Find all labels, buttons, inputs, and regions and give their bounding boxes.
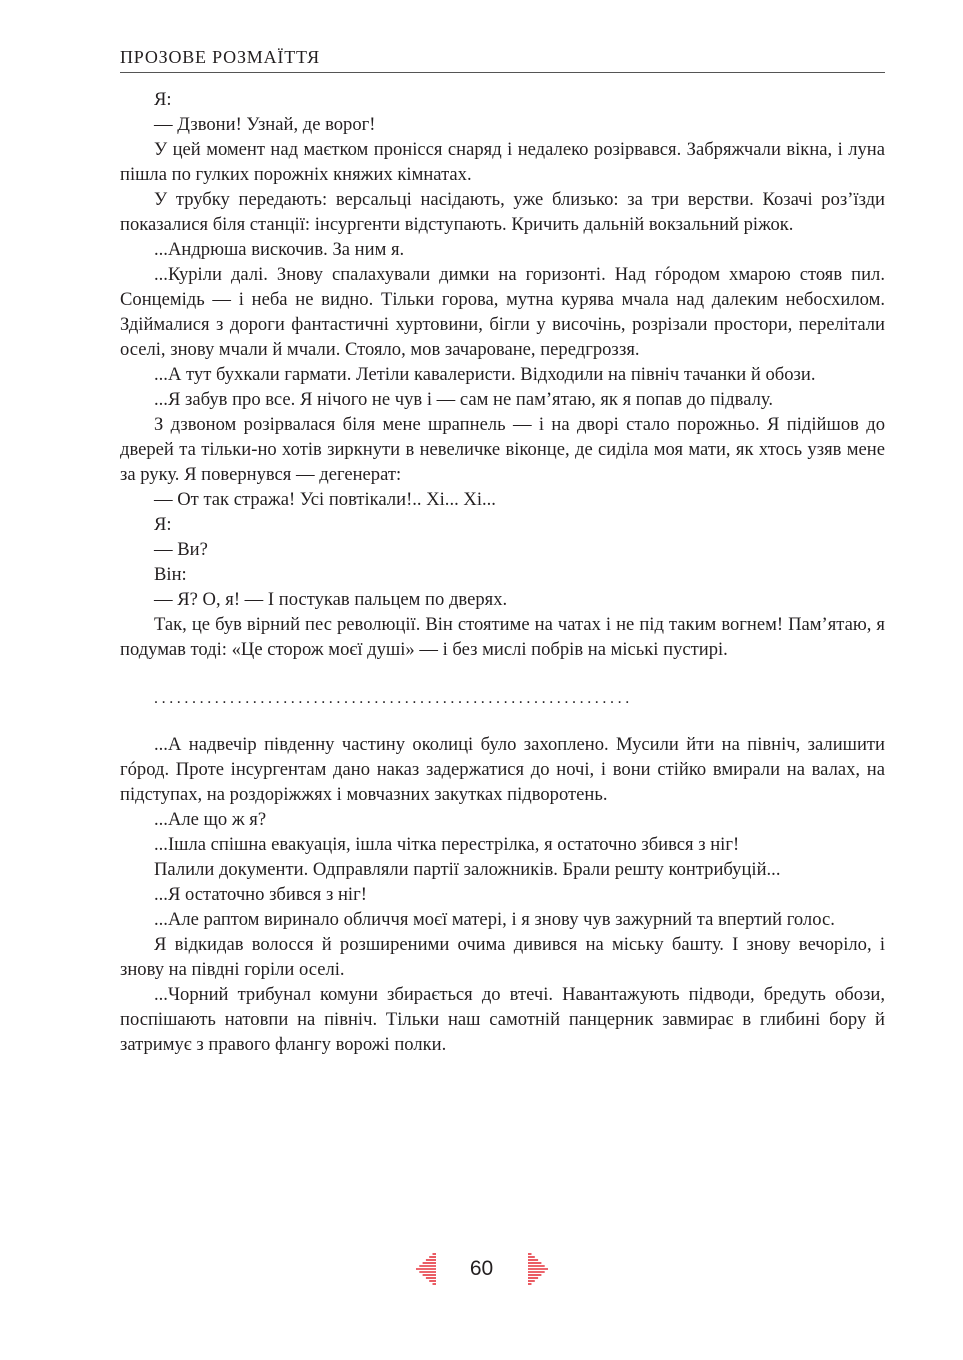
paragraph: ...Андрюша вискочив. За ним я. <box>154 239 405 260</box>
paragraph: — Я? О, я! — І постукав пальцем по дверях. <box>154 589 508 610</box>
paragraph: ...А надвечір південну частину околиці було захоплено. Мусили йти на північ, залишити гóрод. Проте інсургентам дано наказ задержатися до ночі, і вони стійко вмирали на валах, на підступах, на роздоріжжях і мовчазних закутках підворотень. <box>120 734 885 805</box>
paragraph: ...Але раптом виринало обличчя моєї матері, і я знову чув зажурний та впертий голос. <box>154 909 835 930</box>
paragraph: ...Але що ж я? <box>154 809 267 830</box>
running-head: ПРОЗОВЕ РОЗМАЇТТЯ <box>120 44 885 73</box>
paragraph: Палили документи. Одправляли партії заложників. Брали решту контрибуцій... <box>154 859 781 880</box>
section-separator: ............................................................... <box>154 690 633 707</box>
paragraph: Я: <box>154 89 172 110</box>
page-number: 60 <box>469 1257 494 1280</box>
body-text <box>120 87 885 1057</box>
paragraph: ...Ішла спішна евакуація, ішла чітка перестрілка, я остаточно збився з ніг! <box>154 834 740 855</box>
striped-arrow-left-icon <box>415 1252 437 1286</box>
paragraph: ...Я остаточно збився з ніг! <box>154 884 367 905</box>
paragraph: Він: <box>154 564 187 585</box>
paragraph: — Дзвони! Узнай, де ворог! <box>154 114 376 135</box>
paragraph: — Ви? <box>154 539 208 560</box>
paragraph: ...Куріли далі. Знову спалахували димки на горизонті. Над гóродом хмарою стояв пил. Сонцемідь — і неба не видно. Тільки горова, мутна курява мчала над далеким небосхилом. Здіймалися з дороги фантастичні хуртовини, бігли у височінь, розрізали простори, перелітали оселі, знову мчали й мчали. Стояло, мов зачароване, передгроззя. <box>120 264 885 360</box>
paragraph: У трубку передають: версальці насідають, уже близько: за три верстви. Козачі роз’їзди показалися біля станції: інсургенти відступають. Кричить дальній вокзальний ріжок. <box>120 189 885 235</box>
paragraph: ...А тут бухкали гармати. Летіли кавалеристи. Відходили на північ тачанки й обози. <box>154 364 816 385</box>
paragraph: ...Чорний трибунал комуни збирається до втечі. Навантажують підводи, бредуть обози, поспішають натовпи на північ. Тільки наш самотній панцерник завмирає в глибині бору й затримує з правого флангу ворожі полки. <box>120 984 885 1055</box>
paragraph: У цей момент над маєтком пронісся снаряд і недалеко розірвався. Забряжчали вікна, і луна пішла по гулких порожніх княжих кімнатах. <box>120 139 885 185</box>
paragraph: Так, це був вірний пес революції. Він стоятиме на чатах і не під таким вогнем! Пам’ятаю, я подумав тоді: «Це сторож моєї душі» — і без мислі побрів на міські пустирі. <box>120 614 885 660</box>
page-footer <box>0 1252 963 1286</box>
paragraph: — От так стража! Усі повтікали!.. Хі... Хі... <box>154 489 496 510</box>
paragraph: Я відкидав волосся й розширеними очима дивився на міську башту. І знову вечоріло, і знову на півдні горіли оселі. <box>120 934 885 980</box>
paragraph: Я: <box>154 514 172 535</box>
striped-arrow-right-icon <box>527 1252 549 1286</box>
paragraph: ...Я забув про все. Я нічого не чув і — сам не пам’ятаю, як я попав до підвалу. <box>154 389 773 410</box>
paragraph: З дзвоном розірвалася біля мене шрапнель — і на дворі стало порожньо. Я підійшов до дверей та тільки-но хотів зиркнути в невеличке віконце, де сиділа моя мати, як хтось узяв мене за руку. Я повернувся — дегенерат: <box>120 414 885 485</box>
